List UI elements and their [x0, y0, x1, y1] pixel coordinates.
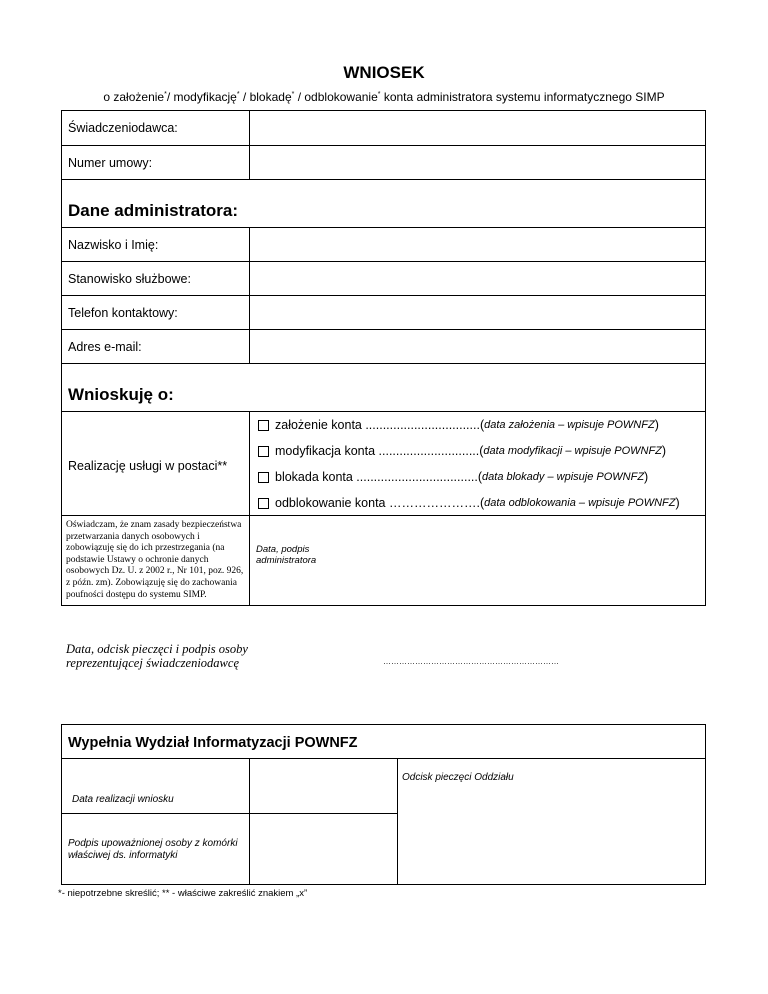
checkbox-icon[interactable]	[258, 472, 269, 483]
it-dept-heading: Wypełnia Wydział Informatyzacji POWNFZ	[68, 735, 358, 751]
checkbox-icon[interactable]	[258, 446, 269, 457]
provider-row	[62, 111, 705, 145]
option-create[interactable]: założenie konta .................................( data założenia – wpisuje POWNFZ )	[250, 412, 705, 438]
phone-label: Telefon kontaktowy:	[62, 296, 250, 329]
position-field[interactable]	[250, 262, 705, 295]
signature-line[interactable]: …………………………………………………………	[383, 657, 559, 666]
declaration-text: Oświadczam, że znam zasady bezpieczeństwa przetwarzania danych osobowych i zobowiązuję się do ich przestrzegania (na podstawie Ustawy o ochronie danych osobowych Dz. U. z 2002 r., Nr 101, poz. 926, z późn. zm). Zobowiązuję się do zachowania poufności dostępu do systemu SIMP.	[62, 516, 250, 605]
option-modify[interactable]: modyfikacja konta .............................( data modyfikacji – wpisuje POWNFZ )	[250, 438, 705, 464]
option-block[interactable]: blokada konta ...................................( data blokady – wpisuje POWNFZ )	[250, 464, 705, 490]
it-dept-body	[62, 758, 705, 885]
footnote: *- niepotrzebne skreślić; ** - właściwe zakreślić znakiem „x”	[58, 888, 308, 899]
it-labels-col	[62, 759, 250, 885]
name-label: Nazwisko i Imię:	[62, 228, 250, 261]
email-field[interactable]	[250, 330, 705, 363]
stamp-label: Odcisk pieczęci Oddziału	[402, 772, 514, 783]
email-row	[62, 329, 705, 363]
admin-sign-field[interactable]	[250, 516, 705, 605]
contract-label: Numer umowy:	[62, 146, 250, 179]
contract-field[interactable]	[250, 146, 705, 179]
it-dept-table	[61, 724, 706, 885]
checkbox-icon[interactable]	[258, 498, 269, 509]
service-row	[62, 411, 705, 515]
provider-signature-label: Data, odcisk pieczęci i podpis osoby reprezentującej świadczeniodawcę	[66, 642, 248, 670]
name-row	[62, 227, 705, 261]
contract-row	[62, 145, 705, 179]
page-title: WNIOSEK	[343, 63, 425, 82]
service-options	[250, 412, 705, 515]
position-label: Stanowisko służbowe:	[62, 262, 250, 295]
main-form-table	[61, 110, 706, 606]
admin-sign-label: Data, podpis administratora	[256, 544, 317, 566]
email-label: Adres e-mail:	[62, 330, 250, 363]
authorized-sign-field[interactable]	[250, 814, 397, 885]
option-unblock[interactable]: odblokowanie konta ………………….( data odblokowania – wpisuje POWNFZ )	[250, 490, 705, 516]
stamp-area[interactable]	[398, 759, 705, 885]
realization-date-field[interactable]	[250, 759, 397, 814]
name-field[interactable]	[250, 228, 705, 261]
it-values-col	[250, 759, 398, 885]
admin-heading: Dane administratora:	[62, 179, 705, 227]
declaration-row	[62, 515, 705, 605]
phone-row	[62, 295, 705, 329]
checkbox-icon[interactable]	[258, 420, 269, 431]
service-label: Realizację usługi w postaci**	[62, 412, 250, 515]
phone-field[interactable]	[250, 296, 705, 329]
position-row	[62, 261, 705, 295]
provider-label: Świadczeniodawca:	[62, 111, 250, 145]
request-heading: Wnioskuję o:	[62, 363, 705, 411]
authorized-sign-label: Podpis upoważnionej osoby z komórki właściwej ds. informatyki	[68, 837, 238, 861]
provider-field[interactable]	[250, 111, 705, 145]
realization-date-label: Data realizacji wniosku	[62, 759, 249, 814]
page-subtitle: o założenie*/ modyfikację* / blokadę* / odblokowanie* konta administratora systemu informatycznego SIMP	[103, 90, 665, 104]
